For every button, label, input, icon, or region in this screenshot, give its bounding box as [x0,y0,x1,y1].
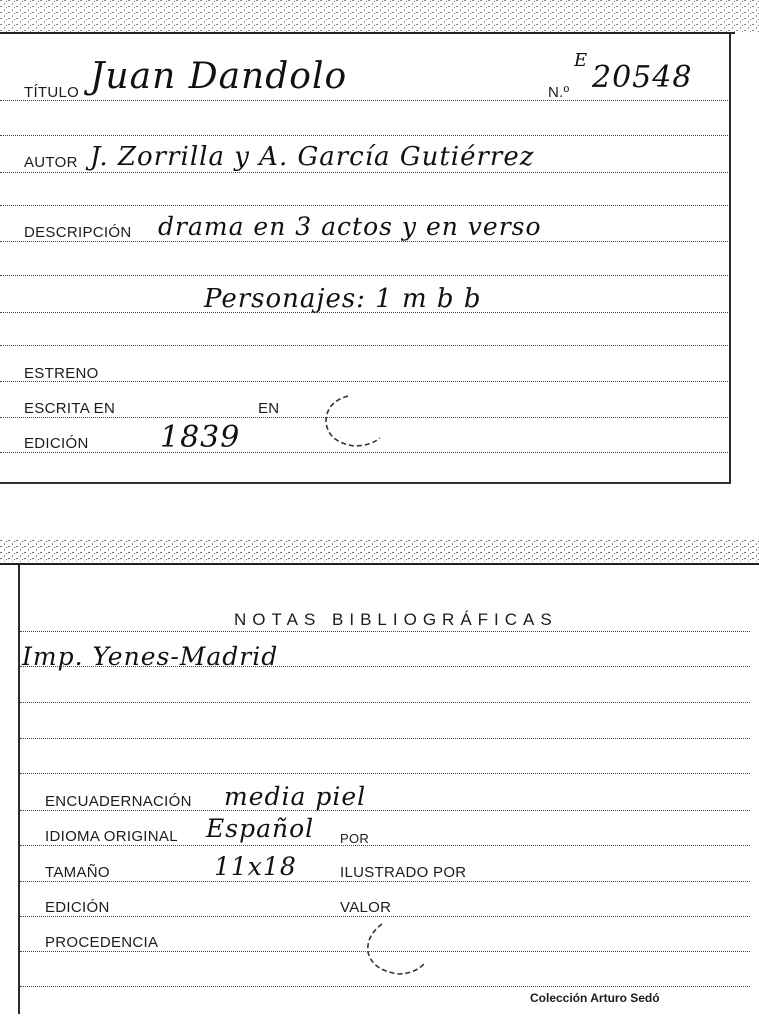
scanned-top-edge [0,0,759,40]
procedencia-label: PROCEDENCIA [45,934,159,951]
scanned-top-edge [0,540,759,570]
rule [0,275,728,276]
rule [20,773,750,774]
rule [20,845,750,846]
estreno-label: ESTRENO [24,365,99,382]
numero-value: 20548 [592,60,693,95]
personajes-value: Personajes: 1 m b b [204,284,482,314]
rule [0,100,728,101]
catalog-card-bottom [0,540,759,1028]
notas-heading: NOTAS BIBLIOGRÁFICAS [234,610,558,629]
rule [0,312,728,313]
autor-label: AUTOR [24,154,78,171]
rule [20,738,750,739]
autor-value: J. Zorrilla y A. García Gutiérrez [90,142,535,172]
card-right-border [729,34,731,482]
idioma-value: Español [206,814,315,843]
edicion-value: 1839 [160,420,241,455]
rule [20,986,750,987]
collection-credit: Colección Arturo Sedó [530,991,660,1005]
descripcion-label: DESCRIPCIÓN [24,224,132,241]
rule [0,172,728,173]
card-bottom-edge [0,482,731,484]
circular-stamp-mark [360,918,430,980]
tamano-label: TAMAÑO [45,864,110,881]
titulo-value: Juan Dandolo [90,56,348,97]
encuadernacion-label: ENCUADERNACIÓN [45,793,192,810]
descripcion-value: drama en 3 actos y en verso [158,212,542,241]
rule [20,916,750,917]
encuadernacion-value: media piel [224,782,367,811]
rule [20,666,750,667]
rule [20,881,750,882]
circular-stamp-mark [318,390,388,452]
rule [0,135,728,136]
ilustrado-label: ILUSTRADO POR [340,864,467,881]
rule [20,631,750,632]
idioma-label: IDIOMA ORIGINAL [45,828,178,845]
numero-label: N.º [548,84,570,101]
titulo-label: TÍTULO [24,84,80,101]
edicion-label: EDICIÓN [24,435,89,452]
numero-prefix: E [574,50,589,71]
rule [0,452,728,453]
escrita-en-label: ESCRITA EN [24,400,116,417]
por-label: POR [340,831,370,846]
rule [0,241,728,242]
rule [0,381,728,382]
en-label: EN [258,400,280,417]
edicion-label: EDICIÓN [45,899,110,916]
valor-label: VALOR [340,899,392,916]
rule [0,345,728,346]
tamano-value: 11x18 [214,852,297,881]
rule [0,205,728,206]
catalog-card-top [0,0,759,495]
nota-line-1: Imp. Yenes-Madrid [22,642,279,671]
rule [20,702,750,703]
rule [20,810,750,811]
